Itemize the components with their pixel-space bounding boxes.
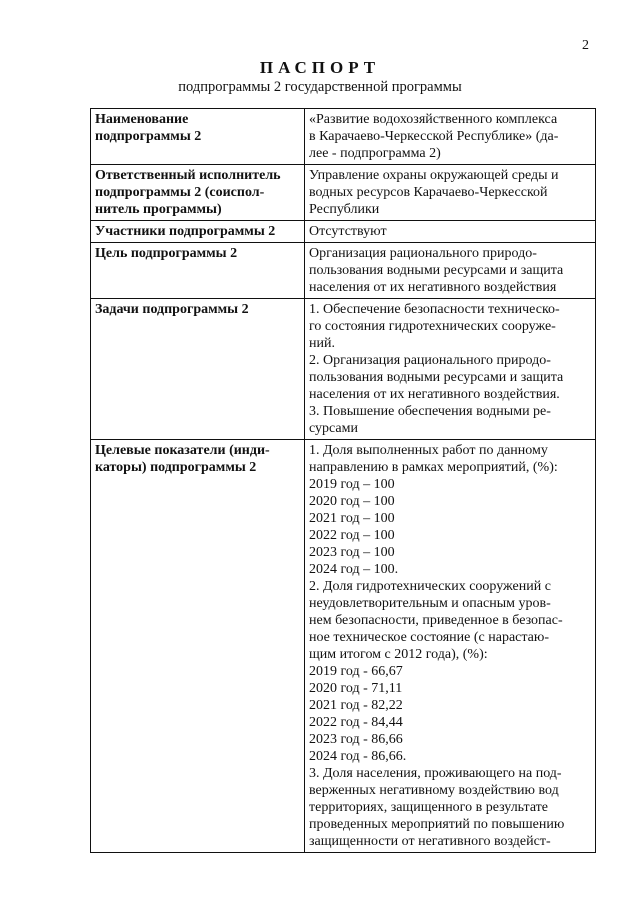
row-value-line: защищенности от негативного воздейст-	[309, 834, 551, 849]
row-value-line: территориях, защищенного в результате	[309, 800, 549, 815]
row-value-line: 1. Доля выполненных работ по данному	[309, 443, 548, 458]
row-value-line: верженных негативному воздействию вод	[309, 783, 559, 798]
table-row	[91, 221, 596, 243]
row-label-line: Наименование	[95, 112, 189, 127]
row-value-cell	[305, 221, 596, 243]
row-value-line: пользования водными ресурсами и защита	[309, 370, 564, 385]
row-value-line: 2019 год – 100	[309, 477, 395, 492]
row-value-line: 2. Доля гидротехнических сооружений с	[309, 579, 551, 594]
table-row	[91, 165, 596, 221]
row-value-line: 2020 год – 100	[309, 494, 395, 509]
row-label-line: подпрограммы 2	[95, 129, 202, 144]
row-value-line: Организация рационального природо-	[309, 246, 537, 261]
row-value-line: 2020 год - 71,11	[309, 681, 403, 696]
row-label-cell	[91, 243, 305, 299]
row-label-line: Целевые показатели (инди-	[95, 443, 270, 458]
row-value-line: неудовлетворительным и опасным уров-	[309, 596, 551, 611]
row-value-line: щим итогом с 2012 года), (%):	[309, 647, 488, 662]
row-value-cell	[305, 165, 596, 221]
row-label-line: Цель подпрограммы 2	[95, 246, 238, 261]
row-value-cell	[305, 243, 596, 299]
row-label-line: каторы) подпрограммы 2	[95, 460, 257, 475]
row-value-line: 2023 год – 100	[309, 545, 395, 560]
row-value-line: 3. Доля населения, проживающего на под-	[309, 766, 562, 781]
row-value-line: 2023 год - 86,66	[309, 732, 403, 747]
row-label-line: нитель программы)	[95, 202, 222, 217]
row-value-line: нем безопасности, приведенное в безопас-	[309, 613, 563, 628]
table-row	[91, 109, 596, 165]
row-value-line: го состояния гидротехнических сооруже-	[309, 319, 556, 334]
row-label-cell	[91, 165, 305, 221]
row-value-line: 1. Обеспечение безопасности техническо-	[309, 302, 560, 317]
row-value-line: 2021 год - 82,22	[309, 698, 403, 713]
row-value-line: в Карачаево-Черкесской Республике» (да-	[309, 129, 559, 144]
row-value-line: Отсутствуют	[309, 224, 387, 239]
row-label-line: Задачи подпрограммы 2	[95, 302, 249, 317]
row-value-cell	[305, 299, 596, 440]
table-row	[91, 299, 596, 440]
row-label-line: Ответственный исполнитель	[95, 168, 281, 183]
row-value-line: населения от их негативного воздействия	[309, 280, 557, 295]
row-label-line: Участники подпрограммы 2	[95, 224, 276, 239]
page-number: 2	[582, 38, 589, 53]
row-value-line: проведенных мероприятий по повышению	[309, 817, 565, 832]
row-value-cell	[305, 440, 596, 853]
table-row	[91, 243, 596, 299]
row-value-line: Управление охраны окружающей среды и	[309, 168, 559, 183]
row-value-line: 2. Организация рационального природо-	[309, 353, 551, 368]
row-value-line: 2021 год – 100	[309, 511, 395, 526]
passport-table	[90, 108, 596, 853]
row-value-line: пользования водными ресурсами и защита	[309, 263, 564, 278]
row-value-line: лее - подпрограмма 2)	[309, 146, 441, 161]
row-value-line: ное техническое состояние (с нарастаю-	[309, 630, 550, 645]
row-value-line: Республики	[309, 202, 380, 217]
row-value-line: 2019 год - 66,67	[309, 664, 403, 679]
row-value-line: 2024 год – 100.	[309, 562, 399, 577]
page-subtitle: подпрограммы 2 государственной программы	[178, 79, 462, 95]
row-label-cell	[91, 440, 305, 853]
row-value-line: сурсами	[309, 421, 358, 436]
row-value-line: направлению в рамках мероприятий, (%):	[309, 460, 558, 475]
row-value-line: 3. Повышение обеспечения водными ре-	[309, 404, 551, 419]
row-value-line: 2022 год - 84,44	[309, 715, 403, 730]
table-row	[91, 440, 596, 853]
row-value-line: 2022 год – 100	[309, 528, 395, 543]
row-value-line: водных ресурсов Карачаево-Черкесской	[309, 185, 548, 200]
row-label-cell	[91, 221, 305, 243]
page-title: ПАСПОРТ	[259, 58, 381, 77]
row-label-cell	[91, 109, 305, 165]
row-value-line: «Развитие водохозяйственного комплекса	[309, 112, 558, 127]
row-label-cell	[91, 299, 305, 440]
row-value-line: населения от их негативного воздействия.	[309, 387, 560, 402]
row-label-line: подпрограммы 2 (соиспол-	[95, 185, 265, 200]
row-value-line: 2024 год - 86,66.	[309, 749, 407, 764]
row-value-line: ний.	[309, 336, 335, 351]
row-value-cell	[305, 109, 596, 165]
